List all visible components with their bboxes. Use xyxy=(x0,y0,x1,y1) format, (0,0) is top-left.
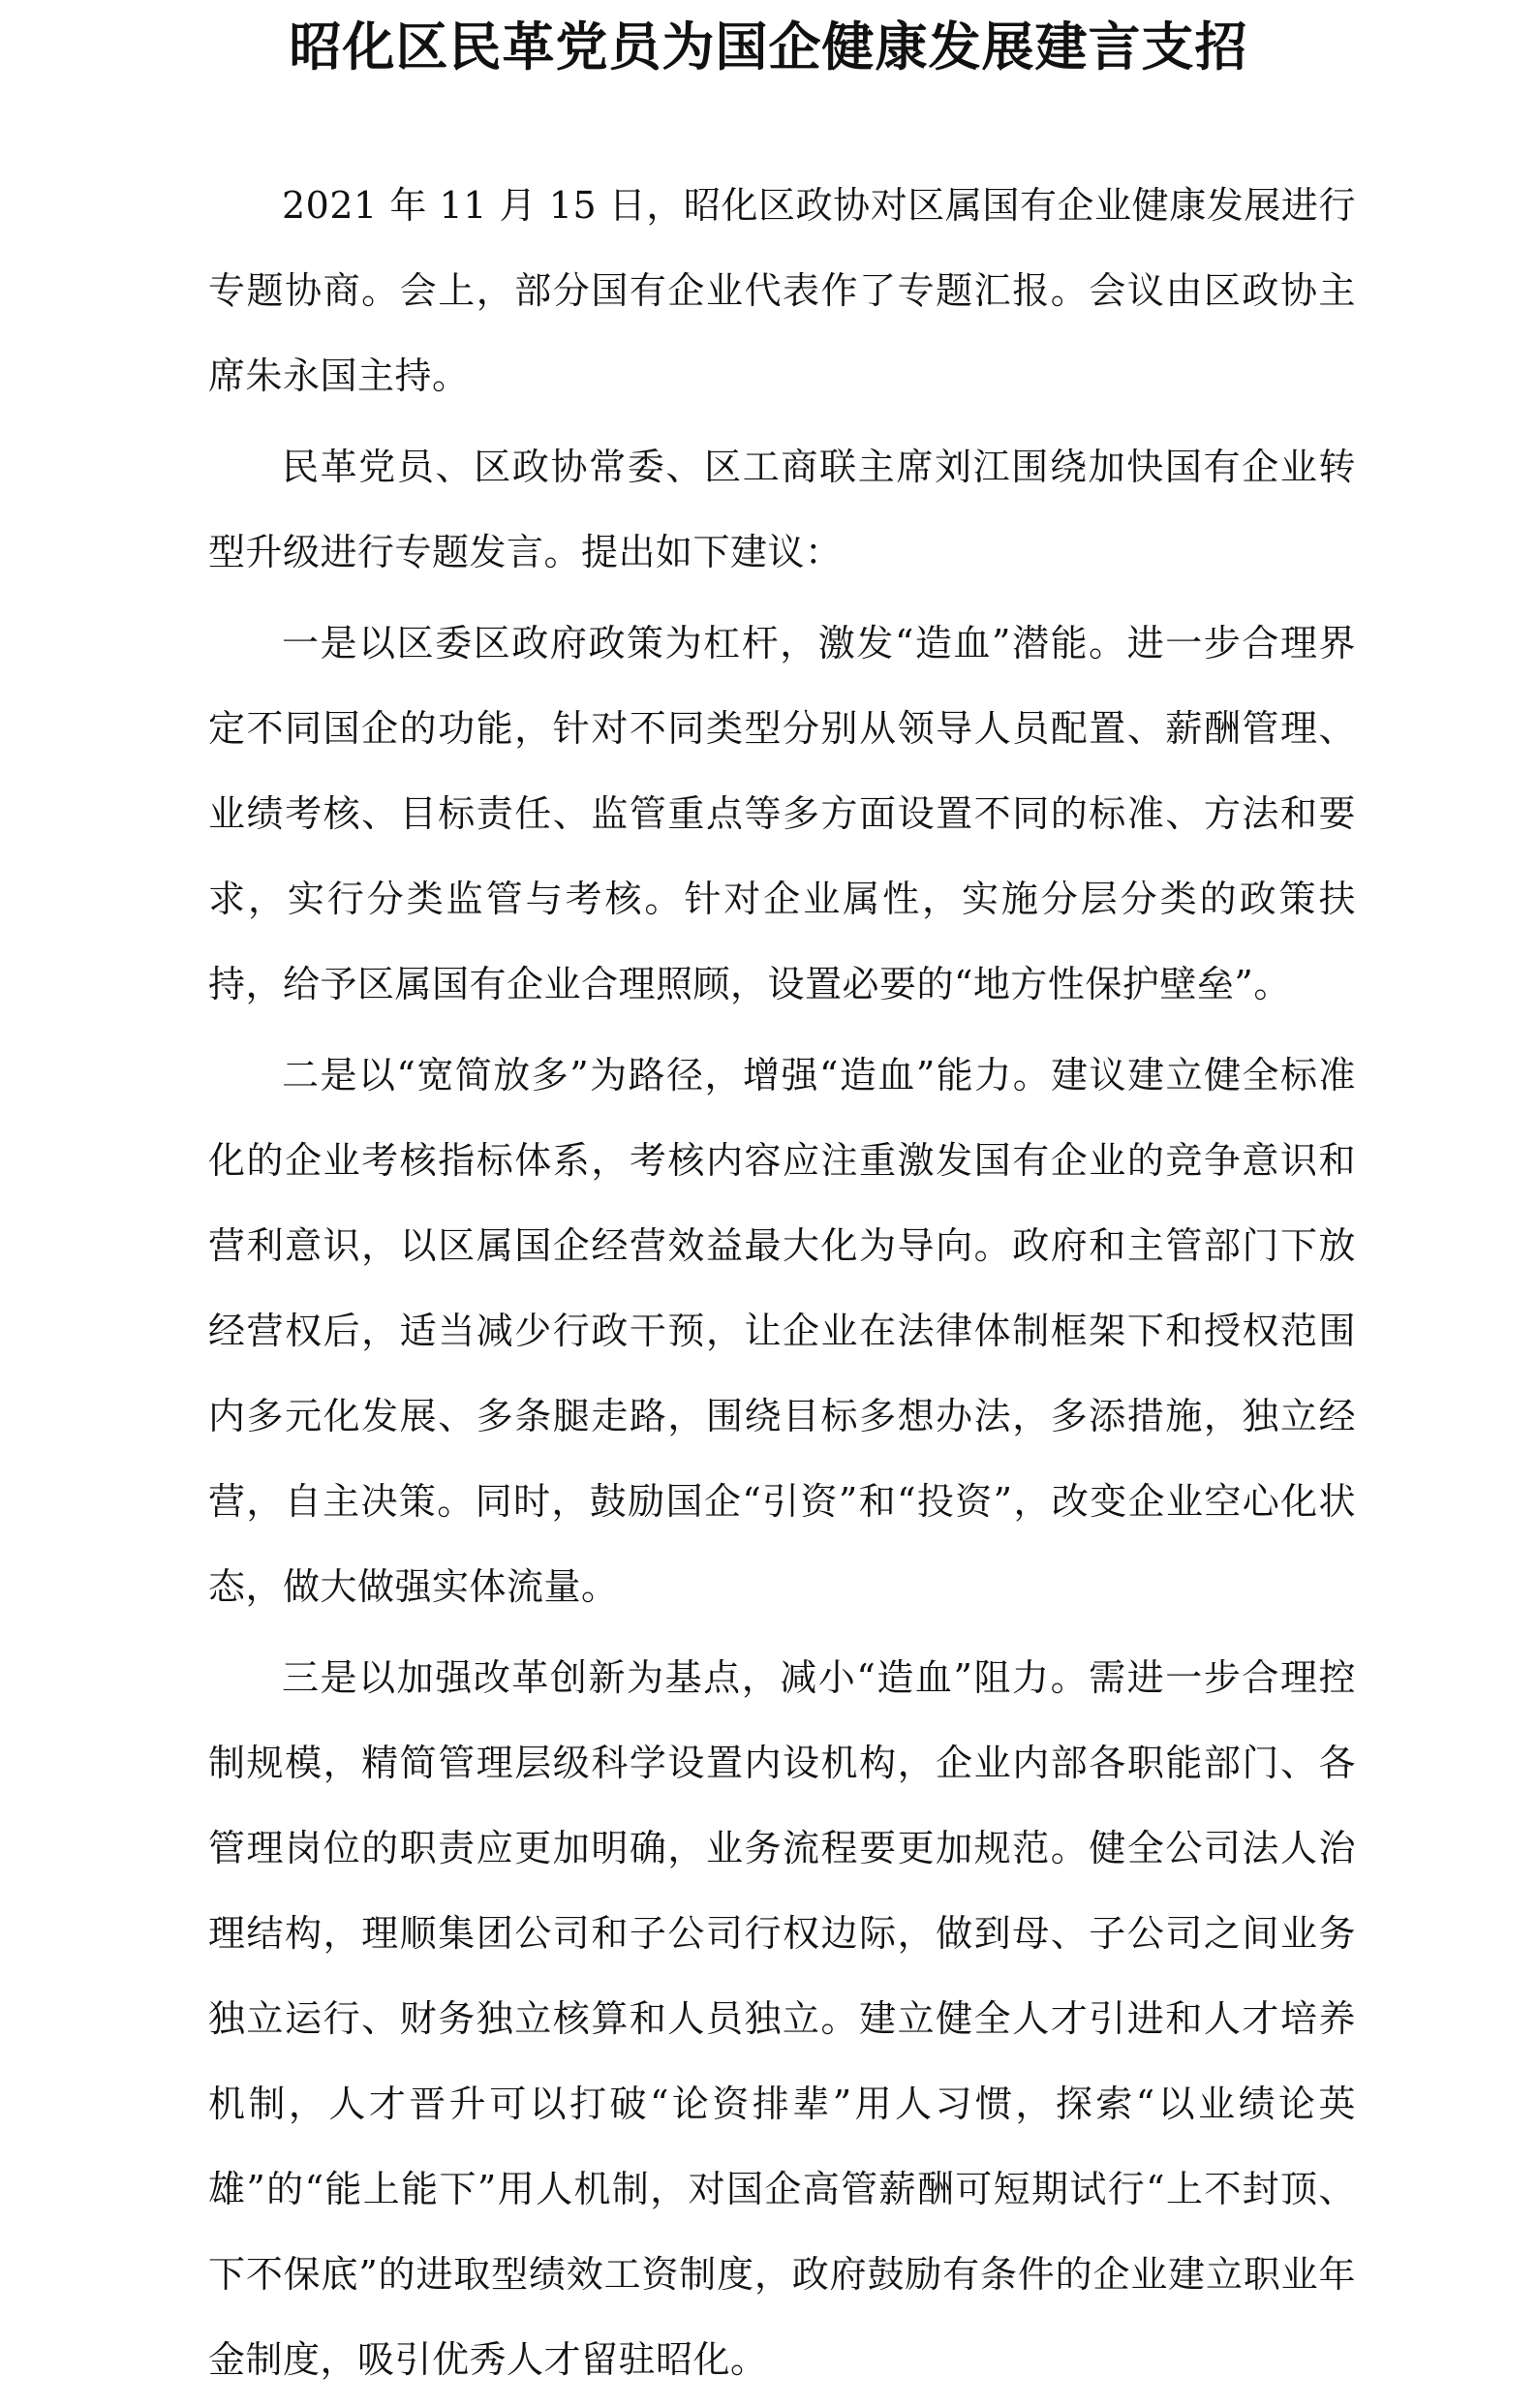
paragraph-suggestion-1: 一是以区委区政府政策为杠杆，激发“造血”潜能。进一步合理界定不同国企的功能，针对不同类型分别从领导人员配置、薪酬管理、业绩考核、目标责任、监管重点等多方面设置不同的标准、方法和要求，实行分类监管与考核。针对企业属性，实施分层分类的政策扶持，给予区属国有企业合理照顾，设置必要的“地方性保护壁垒”。 xyxy=(208,622,1356,1005)
article-title: 昭化区民革党员为国企健康发展建言支招 xyxy=(289,15,1248,77)
paragraph-suggestion-3: 三是以加强改革创新为基点，减小“造血”阻力。需进一步合理控制规模，精简管理层级科学设置内设机构，企业内部各职能部门、各管理岗位的职责应更加明确，业务流程要更加规范。健全公司法人治理结构，理顺集团公司和子公司行权边际，做到母、子公司之间业务独立运行、财务独立核算和人员独立。建立健全人才引进和人才培养机制，人才晋升可以打破“论资排辈”用人习惯，探索“以业绩论英雄”的“能上能下”用人机制，对国企高管薪酬可短期试行“上不封顶、下不保底”的进取型绩效工资制度，政府鼓励有条件的企业建立职业年金制度，吸引优秀人才留驻昭化。 xyxy=(208,1656,1356,2381)
paragraph-meeting-intro: 2021 年 11 月 15 日，昭化区政协对区属国有企业健康发展进行专题协商。会上，部分国有企业代表作了专题汇报。会议由区政协主席朱永国主持。 xyxy=(208,184,1356,397)
article-body xyxy=(208,163,1356,2408)
paragraph-suggestion-2: 二是以“宽简放多”为路径，增强“造血”能力。建议建立健全标准化的企业考核指标体系，考核内容应注重激发国有企业的竞争意识和营利意识，以区属国企经营效益最大化为导向。政府和主管部门下放经营权后，适当减少行政干预，让企业在法律体制框架下和授权范围内多元化发展、多条腿走路，围绕目标多想办法，多添措施，独立经营，自主决策。同时，鼓励国企“引资”和“投资”，改变企业空心化状态，做大做强实体流量。 xyxy=(208,1054,1356,1608)
paragraph-speech-intro: 民革党员、区政协常委、区工商联主席刘江围绕加快国有企业转型升级进行专题发言。提出如下建议： xyxy=(208,446,1356,573)
